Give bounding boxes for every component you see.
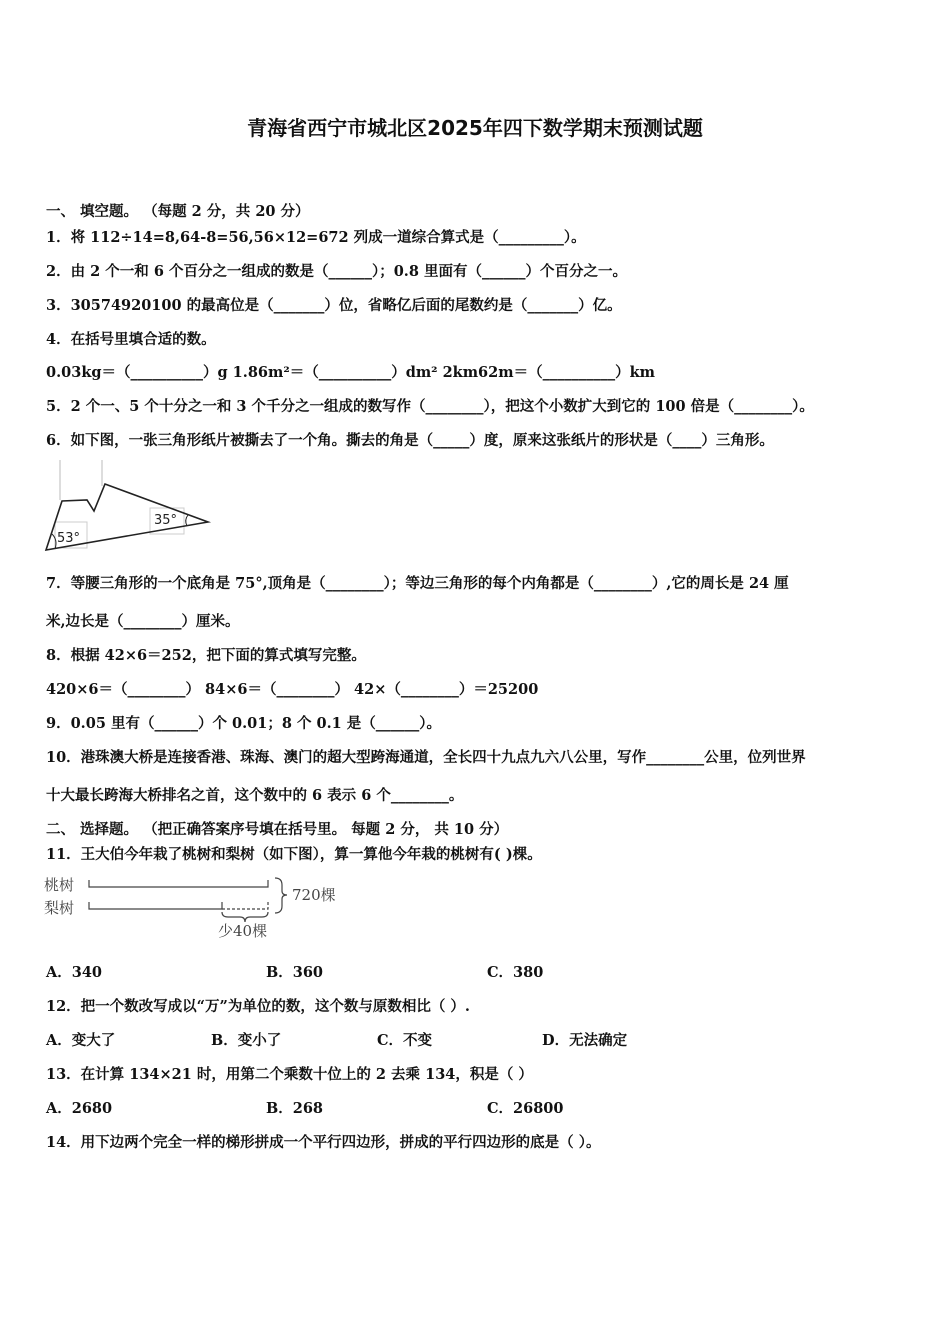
question-8-blanks: 420×6＝（________） 84×6＝（________） 42×（________）＝25200 — [46, 681, 539, 698]
question-7: 7．等腰三角形的一个底角是 75°,顶角是（________）；等边三角形的每个内角都是（________）,它的周长是 24 厘 — [46, 575, 789, 592]
question-4: 4．在括号里填合适的数。 — [46, 331, 216, 348]
question-5: 5．2 个一、5 个十分之一和 3 个千分之一组成的数写作（________），把这个小数扩大到它的 100 倍是（________）。 — [46, 398, 814, 415]
angle-label-right: 35° — [154, 513, 178, 528]
question-1: 1．将 112÷14=8,64-8=56,56×12=672 列成一道综合算式是（_________）。 — [46, 229, 586, 246]
question-8: 8．根据 42×6＝252，把下面的算式填写完整。 — [46, 647, 366, 664]
question-9: 9．0.05 里有（______）个 0.01；8 个 0.1 是（______）。 — [46, 715, 442, 732]
tree-count-diagram — [42, 870, 352, 942]
angle-arc-right — [186, 515, 188, 526]
q13-option-c[interactable]: C．26800 — [487, 1100, 564, 1117]
pear-missing-segment — [222, 902, 268, 909]
section-1-heading: 一、 填空题。 （每题 2 分，共 20 分） — [46, 203, 310, 220]
question-13: 13．在计算 134×21 时，用第二个乘数十位上的 2 去乘 134，积是（ ） — [46, 1066, 533, 1083]
question-10: 10．港珠澳大桥是连接香港、珠海、澳门的超大型跨海通道，全长四十九点九六八公里，写作________公里，位列世界 — [46, 749, 806, 766]
peach-segment — [89, 880, 268, 887]
question-7-continued: 米,边长是（________）厘米。 — [46, 613, 240, 630]
q12-option-b[interactable]: B．变小了 — [211, 1032, 282, 1049]
difference-brace — [222, 912, 268, 922]
q13-option-b[interactable]: B．268 — [266, 1100, 324, 1117]
q12-option-c[interactable]: C．不变 — [377, 1032, 433, 1049]
q11-option-b[interactable]: B．360 — [266, 964, 324, 981]
total-label: 720棵 — [292, 886, 336, 904]
question-12: 12．把一个数改写成以“万”为单位的数，这个数与原数相比（ ）. — [46, 998, 470, 1015]
difference-label: 少40棵 — [218, 922, 268, 940]
q12-option-a[interactable]: A．变大了 — [46, 1032, 116, 1049]
question-6: 6．如下图，一张三角形纸片被撕去了一个角。撕去的角是（_____）度，原来这张纸片的形状是（____）三角形。 — [46, 432, 774, 449]
page-title: 青海省西宁市城北区2025年四下数学期末预测试题 — [247, 116, 703, 140]
q11-option-c[interactable]: C．380 — [487, 964, 544, 981]
q12-option-d[interactable]: D．无法确定 — [542, 1032, 628, 1049]
q13-option-a[interactable]: A．2680 — [46, 1100, 113, 1117]
angle-label-left: 53° — [57, 531, 81, 546]
peach-tree-label: 桃树 — [44, 876, 75, 894]
q11-option-a[interactable]: A．340 — [46, 964, 103, 981]
torn-triangle-figure — [42, 458, 217, 554]
total-brace — [275, 878, 287, 913]
question-2: 2．由 2 个一和 6 个百分之一组成的数是（______）；0.8 里面有（______）个百分之一。 — [46, 263, 627, 280]
question-11: 11．王大伯今年栽了桃树和梨树（如下图），算一算他今年栽的桃树有( )棵。 — [46, 846, 542, 863]
question-10-continued: 十大最长跨海大桥排名之首，这个数中的 6 表示 6 个________。 — [46, 787, 464, 804]
pear-segment — [89, 902, 222, 909]
section-2-heading: 二、 选择题。 （把正确答案序号填在括号里。 每题 2 分， 共 10 分） — [46, 821, 509, 838]
question-3: 3．30574920100 的最高位是（_______）位，省略亿后面的尾数约是（_______）亿。 — [46, 297, 622, 314]
pear-tree-label: 梨树 — [44, 899, 75, 917]
question-4-blanks: 0.03kg＝（__________）g 1.86m²＝（__________）dm² 2km62m＝（__________）km — [46, 364, 655, 381]
question-14: 14．用下边两个完全一样的梯形拼成一个平行四边形，拼成的平行四边形的底是（ ）。 — [46, 1134, 601, 1151]
